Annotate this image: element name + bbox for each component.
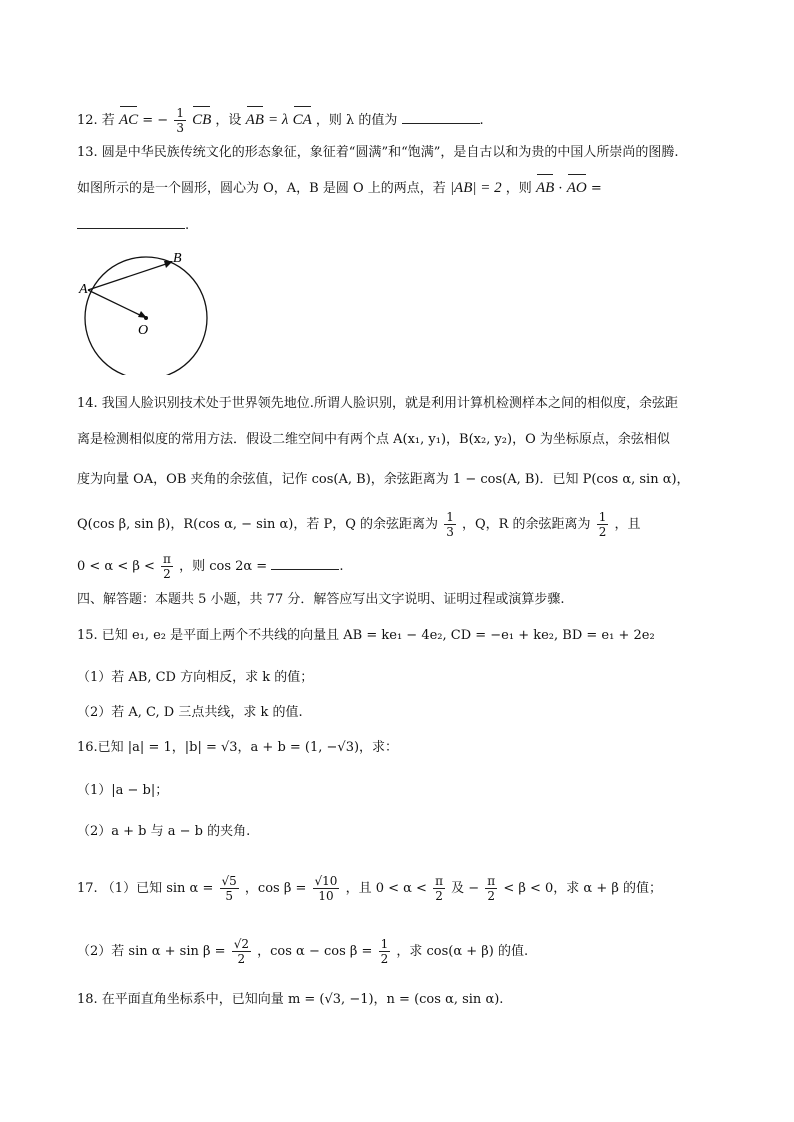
q14-frac1-den: 3 [446, 525, 454, 539]
vector-ab-13: AB [535, 180, 555, 196]
q12-eq-lambda: = λ [268, 112, 289, 128]
q14-line5-a: 0 < α < β < [77, 559, 155, 574]
q17-f6-num: 1 [380, 937, 389, 951]
answer-blank-13[interactable] [77, 216, 185, 229]
q12-fraction [174, 106, 186, 135]
q17-f6-den: 2 [380, 952, 389, 966]
vector-ao-13: AO [566, 180, 587, 196]
q13-line2-a: 如图所示的是一个圆形，圆心为 O，A，B 是圆 O 上的两点，若 [77, 181, 446, 196]
label-o: O [138, 323, 149, 338]
q13-line2-c: = [590, 181, 602, 196]
answer-blank-14[interactable] [271, 557, 339, 570]
q14-frac1-num: 1 [446, 510, 454, 524]
vector-ao-arrow [88, 290, 146, 318]
q14-line4-b: ，Q，R 的余弦距离为 [461, 517, 591, 532]
q13-answer-line: . [77, 216, 189, 236]
q12-suffix: ，则 λ 的值为 [315, 113, 398, 128]
answer-blank-12[interactable] [402, 111, 480, 124]
q17-f2-num: √10 [314, 874, 338, 888]
q13-line1: 13. 圆是中华民族传统文化的形态象征，象征着“圆满”和“饱满”，是自古以和为贵的中国人所崇尚的图腾. [77, 145, 679, 160]
vector-ac: AC [118, 112, 139, 128]
q16-line1: 16.已知 |a| = 1，|b| = √3，a + b = (1, −√3)，求： [77, 740, 399, 755]
q15-line1: 15. 已知 e₁, e₂ 是平面上两个不共线的向量且 AB = ke₁ − 4e₂, CD = −e₁ + ke₂, BD = e₁ + 2e₂ [77, 628, 655, 643]
q17-part1-c: ，且 0 < α < [345, 881, 427, 896]
q17-part1-b: ，cos β = [244, 881, 307, 896]
q14-frac3 [161, 552, 173, 581]
q17-part2-a: （2）若 sin α + sin β = [77, 944, 226, 959]
q12-frac-num: 1 [176, 106, 184, 120]
q14-frac1 [444, 510, 456, 539]
arrowhead-b [164, 261, 173, 268]
q14-line2: 离是检测相似度的常用方法．假设二维空间中有两个点 A(x₁, y₁)，B(x₂, y₂)，O 为坐标原点，余弦相似 [77, 432, 670, 447]
q12-equals: = − [142, 113, 169, 128]
q17-part1-a: 17. （1）已知 sin α = [77, 881, 214, 896]
q17-f3-num: π [435, 874, 443, 888]
q14-line1: 14. 我国人脸识别技术处于世界领先地位.所谓人脸识别，就是利用计算机检测样本之间的相似度，余弦距 [77, 396, 678, 411]
q17-f1-den: 5 [225, 889, 233, 903]
q17-part1-d: 及 − [451, 881, 480, 896]
vector-cb: CB [192, 112, 212, 128]
q17-part2-b: ，cos α − cos β = [257, 944, 373, 959]
q13-line2-b: ，则 [505, 181, 532, 196]
q13-abs-ab: |AB| = 2 [449, 180, 502, 196]
q17-frac3 [433, 874, 445, 903]
q14-line4-c: ，且 [614, 517, 641, 532]
q15-part1: （1）若 AB, CD 方向相反，求 k 的值； [77, 670, 314, 685]
q17-part1 [77, 874, 662, 903]
q17-part2 [77, 937, 528, 966]
q15-part2: （2）若 A, C, D 三点共线，求 k 的值. [77, 705, 303, 720]
q17-f2-den: 10 [318, 889, 334, 903]
q17-f3-den: 2 [435, 889, 443, 903]
q17-frac5 [232, 937, 251, 966]
center-dot [144, 316, 148, 320]
label-b: B [173, 251, 182, 266]
section-4-heading: 四、解答题：本题共 5 小题，共 77 分．解答应写出文字说明、证明过程或演算步骤. [77, 592, 565, 607]
q12-mid: ，设 [215, 113, 242, 128]
q17-frac1 [220, 874, 239, 903]
circle-figure [70, 245, 220, 375]
q17-frac6 [379, 937, 391, 966]
q12-frac-den: 3 [176, 121, 184, 135]
label-a: A [79, 282, 88, 297]
vector-ab-arrow [88, 262, 172, 290]
q14-frac3-den: 2 [163, 567, 171, 581]
q17-f4-den: 2 [487, 889, 496, 903]
q14-line4 [77, 510, 641, 539]
q17-f1-num: √5 [221, 874, 237, 888]
q13-line2: 如图所示的是一个圆形，圆心为 O，A，B 是圆 O 上的两点，若 |AB| = 2 ，则 AB · AO = [77, 180, 602, 196]
vector-ab: AB [245, 112, 264, 128]
q18-line1: 18. 在平面直角坐标系中，已知向量 m = (√3, −1)，n = (cos α, sin α). [77, 992, 504, 1007]
q14-line5: 0 < α < β < $\frac{\pi}{2}$ ，则 cos 2α = . [77, 552, 344, 581]
q14-line3: 度为向量 OA，OB 夹角的余弦值，记作 cos(A, B)，余弦距离为 1 − cos(A, B)．已知 P(cos α, sin α)， [77, 472, 690, 487]
q14-frac2-num: 1 [598, 510, 607, 524]
q17-f5-num: √2 [233, 937, 249, 951]
q14-frac2 [597, 510, 609, 539]
vector-ca: CA [292, 112, 312, 128]
q17-f4-num: π [487, 874, 496, 888]
q14-frac2-den: 2 [598, 525, 607, 539]
q16-part2: （2）a + b 与 a − b 的夹角. [77, 824, 251, 839]
q17-part2-c: ，求 cos(α + β) 的值. [396, 944, 529, 959]
q12-prefix: 12. 若 [77, 113, 115, 128]
q17-frac2 [313, 874, 340, 903]
q14-line5-b: ，则 cos 2α = [179, 559, 268, 574]
q17-frac4 [485, 874, 497, 903]
q17-part1-e: < β < 0，求 α + β 的值； [503, 881, 663, 896]
question-12: 12. 若 AC = − $\frac{1}{3}$ CB ，设 AB = λ CA ，则 λ 的值为 . [77, 106, 484, 135]
q16-part1: （1）|a − b|； [77, 783, 169, 798]
q17-f5-den: 2 [237, 952, 246, 966]
q14-line4-a: Q(cos β, sin β)，R(cos α, − sin α)，若 P，Q 的余弦距离为 [77, 517, 439, 532]
q14-frac3-num: π [163, 552, 171, 566]
